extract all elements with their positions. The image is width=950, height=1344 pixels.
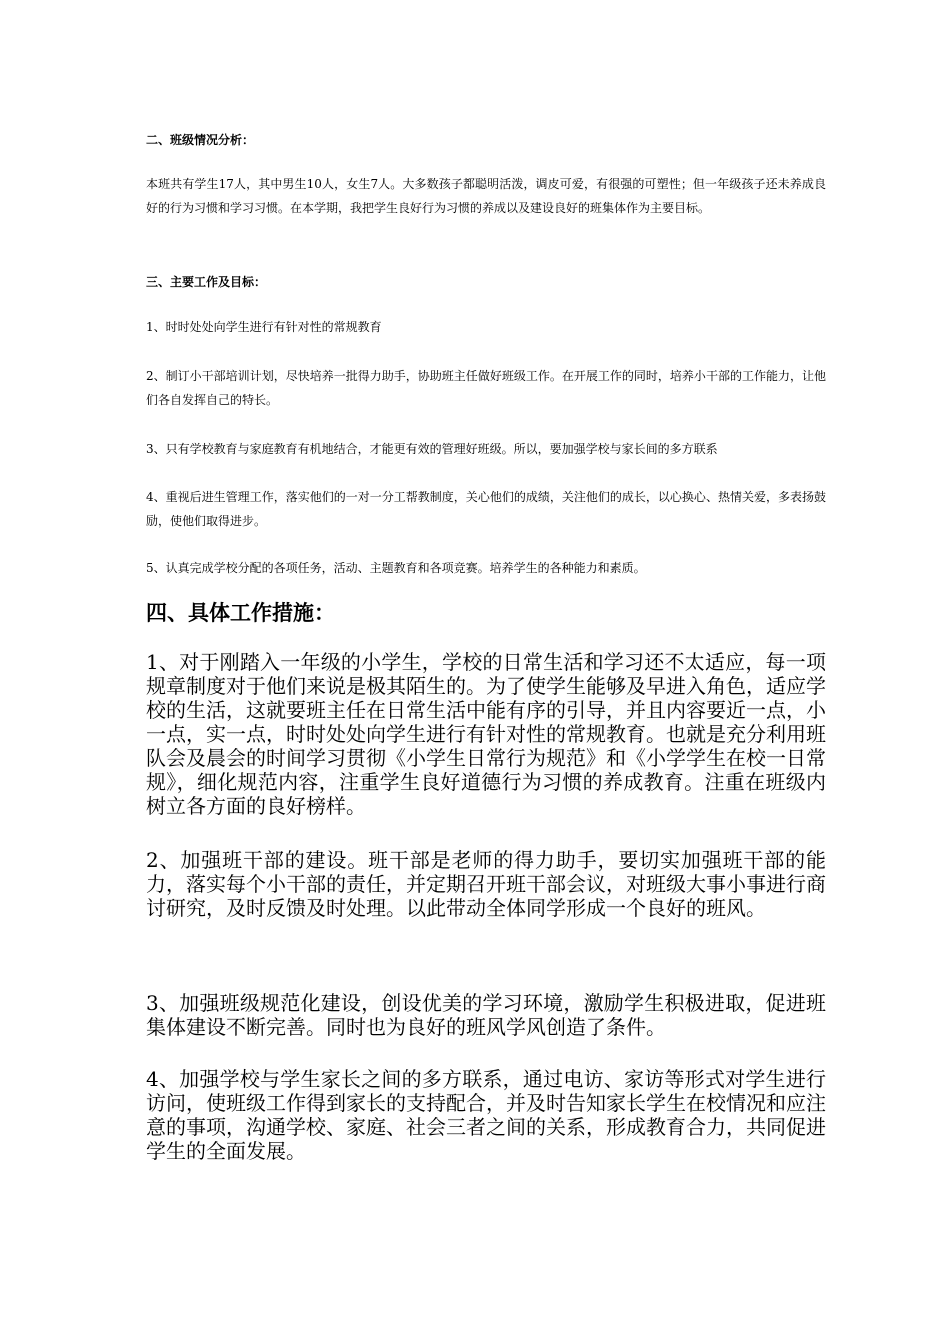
section-2-body: 本班共有学生17人，其中男生10人，女生7人。大多数孩子都聪明活泼，调皮可爱，有很强的可塑性；但一年级孩子还未养成良好的行为习惯和学习习惯。在本学期，我把学生良好行为习惯的养成以及建设良好的班集体作为主要目标。: [146, 177, 826, 215]
section-4-heading: 四、具体工作措施：: [146, 601, 335, 625]
goal-item-4: 4、重视后进生管理工作，落实他们的一对一分工帮教制度，关心他们的成绩，关注他们的成长，以心换心、热情关爱，多表扬鼓励，使他们取得进步。: [146, 490, 826, 528]
section-2-heading: 二、班级情况分析：: [146, 133, 255, 147]
measure-paragraph-4: 4、加强学校与学生家长之间的多方联系，通过电访、家访等形式对学生进行访问，使班级工作得到家长的支持配合，并及时告知家长学生在校情况和应注意的事项，沟通学校、家庭、社会三者之间的关系，形成教育合力，共同促进学生的全面发展。: [146, 1067, 826, 1163]
measure-paragraph-3: 3、加强班级规范化建设，创设优美的学习环境，激励学生积极进取，促进班集体建设不断完善。同时也为良好的班风学风创造了条件。: [146, 991, 826, 1039]
goal-item-1: 1、时时处处向学生进行有针对性的常规教育: [146, 320, 382, 334]
measure-paragraph-2: 2、加强班干部的建设。班干部是老师的得力助手，要切实加强班干部的能力，落实每个小干部的责任，并定期召开班干部会议，对班级大事小事进行商讨研究，及时反馈及时处理。以此带动全体同学形成一个良好的班风。: [146, 848, 826, 920]
goal-item-2: 2、制订小干部培训计划，尽快培养一批得力助手，协助班主任做好班级工作。在开展工作的同时，培养小干部的工作能力，让他们各自发挥自己的特长。: [146, 369, 826, 407]
goal-item-5: 5、认真完成学校分配的各项任务，活动、主题教育和各项竞赛。培养学生的各种能力和素质。: [146, 561, 646, 575]
goal-item-3: 3、只有学校教育与家庭教育有机地结合，才能更有效的管理好班级。所以，要加强学校与家长间的多方联系: [146, 442, 718, 456]
measure-paragraph-1: 1、对于刚踏入一年级的小学生，学校的日常生活和学习还不太适应，每一项规章制度对于他们来说是极其陌生的。为了使学生能够及早进入角色，适应学校的生活，这就要班主任在日常生活中能有序的引导，并且内容要近一点，小一点，实一点，时时处处向学生进行有针对性的常规教育。也就是充分利用班队会及晨会的时间学习贯彻《小学生日常行为规范》和《小学学生在校一日常规》，细化规范内容，注重学生良好道德行为习惯的养成教育。注重在班级内树立各方面的良好榜样。: [146, 650, 826, 818]
document-page: [146, 0, 826, 1344]
section-3-heading: 三、主要工作及目标：: [146, 275, 267, 289]
